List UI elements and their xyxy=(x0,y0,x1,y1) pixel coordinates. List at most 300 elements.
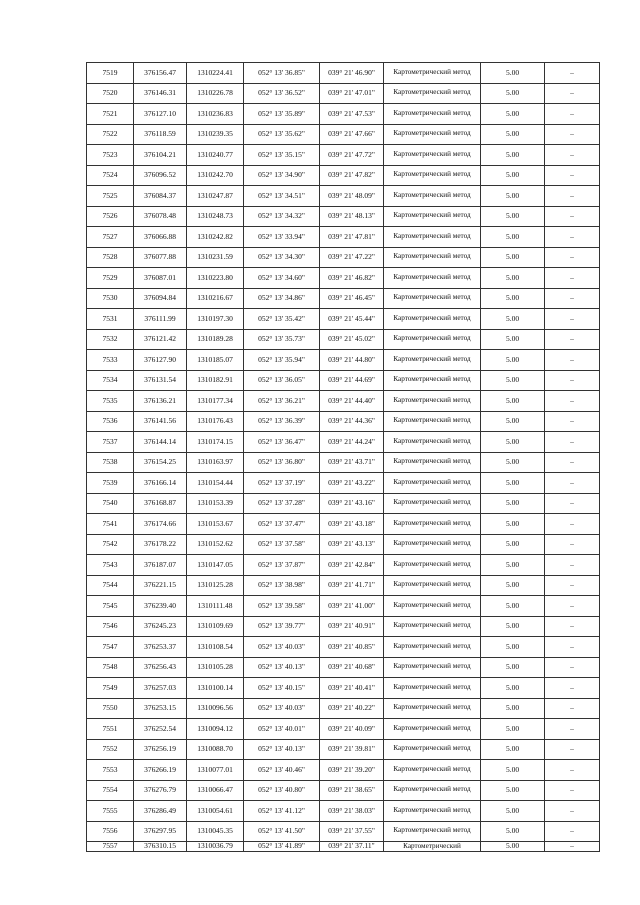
x-coordinate-cell: 376084.37 xyxy=(134,186,187,207)
method-cell: Картометрический метод xyxy=(384,247,481,268)
table-row xyxy=(87,555,600,576)
method-cell: Картометрический метод xyxy=(384,452,481,473)
method-cell: Картометрический метод xyxy=(384,206,481,227)
method-cell: Картометрический метод xyxy=(384,657,481,678)
method-cell: Картометрический метод xyxy=(384,145,481,166)
table-row xyxy=(87,698,600,719)
x-coordinate-cell: 376077.88 xyxy=(134,247,187,268)
note-cell: – xyxy=(545,104,600,125)
latitude-cell: 052° 13' 38.98" xyxy=(244,575,320,596)
table-row xyxy=(87,616,600,637)
longitude-cell: 039° 21' 44.69" xyxy=(320,370,384,391)
x-coordinate-cell: 376221.15 xyxy=(134,575,187,596)
accuracy-cell: 5.00 xyxy=(481,350,545,371)
y-coordinate-cell: 1310189.28 xyxy=(187,329,244,350)
note-cell: – xyxy=(545,309,600,330)
point-number-cell: 7519 xyxy=(87,63,134,84)
note-cell: – xyxy=(545,186,600,207)
accuracy-cell: 5.00 xyxy=(481,432,545,453)
accuracy-cell: 5.00 xyxy=(481,842,545,852)
method-cell: Картометрический метод xyxy=(384,678,481,699)
longitude-cell: 039° 21' 38.65" xyxy=(320,780,384,801)
longitude-cell: 039° 21' 45.44" xyxy=(320,309,384,330)
table-row xyxy=(87,534,600,555)
note-cell: – xyxy=(545,391,600,412)
x-coordinate-cell: 376127.90 xyxy=(134,350,187,371)
point-number-cell: 7520 xyxy=(87,83,134,104)
y-coordinate-cell: 1310242.70 xyxy=(187,165,244,186)
point-number-cell: 7555 xyxy=(87,801,134,822)
longitude-cell: 039° 21' 47.66" xyxy=(320,124,384,145)
y-coordinate-cell: 1310223.80 xyxy=(187,268,244,289)
table-row xyxy=(87,678,600,699)
longitude-cell: 039° 21' 44.80" xyxy=(320,350,384,371)
table-row xyxy=(87,83,600,104)
table-row xyxy=(87,391,600,412)
x-coordinate-cell: 376310.15 xyxy=(134,842,187,852)
point-number-cell: 7527 xyxy=(87,227,134,248)
longitude-cell: 039° 21' 38.03" xyxy=(320,801,384,822)
x-coordinate-cell: 376094.84 xyxy=(134,288,187,309)
latitude-cell: 052° 13' 36.85" xyxy=(244,63,320,84)
y-coordinate-cell: 1310153.39 xyxy=(187,493,244,514)
method-cell: Картометрический метод xyxy=(384,165,481,186)
accuracy-cell: 5.00 xyxy=(481,247,545,268)
table-row xyxy=(87,370,600,391)
x-coordinate-cell: 376066.88 xyxy=(134,227,187,248)
point-number-cell: 7536 xyxy=(87,411,134,432)
x-coordinate-cell: 376154.25 xyxy=(134,452,187,473)
longitude-cell: 039° 21' 40.85" xyxy=(320,637,384,658)
method-cell: Картометрический метод xyxy=(384,575,481,596)
y-coordinate-cell: 1310109.69 xyxy=(187,616,244,637)
accuracy-cell: 5.00 xyxy=(481,780,545,801)
longitude-cell: 039° 21' 41.71" xyxy=(320,575,384,596)
longitude-cell: 039° 21' 43.18" xyxy=(320,514,384,535)
y-coordinate-cell: 1310094.12 xyxy=(187,719,244,740)
note-cell: – xyxy=(545,678,600,699)
x-coordinate-cell: 376144.14 xyxy=(134,432,187,453)
note-cell: – xyxy=(545,780,600,801)
longitude-cell: 039° 21' 40.41" xyxy=(320,678,384,699)
longitude-cell: 039° 21' 40.68" xyxy=(320,657,384,678)
table-row xyxy=(87,411,600,432)
y-coordinate-cell: 1310224.41 xyxy=(187,63,244,84)
y-coordinate-cell: 1310125.28 xyxy=(187,575,244,596)
x-coordinate-cell: 376286.49 xyxy=(134,801,187,822)
longitude-cell: 039° 21' 43.16" xyxy=(320,493,384,514)
latitude-cell: 052° 13' 37.87" xyxy=(244,555,320,576)
note-cell: – xyxy=(545,719,600,740)
latitude-cell: 052° 13' 36.47" xyxy=(244,432,320,453)
accuracy-cell: 5.00 xyxy=(481,821,545,842)
table-body xyxy=(87,63,600,852)
accuracy-cell: 5.00 xyxy=(481,575,545,596)
longitude-cell: 039° 21' 48.09" xyxy=(320,186,384,207)
latitude-cell: 052° 13' 34.51" xyxy=(244,186,320,207)
latitude-cell: 052° 13' 41.50" xyxy=(244,821,320,842)
longitude-cell: 039° 21' 41.00" xyxy=(320,596,384,617)
x-coordinate-cell: 376141.56 xyxy=(134,411,187,432)
accuracy-cell: 5.00 xyxy=(481,719,545,740)
longitude-cell: 039° 21' 44.24" xyxy=(320,432,384,453)
accuracy-cell: 5.00 xyxy=(481,165,545,186)
point-number-cell: 7551 xyxy=(87,719,134,740)
method-cell: Картометрический метод xyxy=(384,534,481,555)
x-coordinate-cell: 376178.22 xyxy=(134,534,187,555)
longitude-cell: 039° 21' 43.22" xyxy=(320,473,384,494)
note-cell: – xyxy=(545,821,600,842)
y-coordinate-cell: 1310036.79 xyxy=(187,842,244,852)
note-cell: – xyxy=(545,411,600,432)
note-cell: – xyxy=(545,698,600,719)
accuracy-cell: 5.00 xyxy=(481,760,545,781)
point-number-cell: 7534 xyxy=(87,370,134,391)
x-coordinate-cell: 376087.01 xyxy=(134,268,187,289)
note-cell: – xyxy=(545,329,600,350)
x-coordinate-cell: 376266.19 xyxy=(134,760,187,781)
table-row xyxy=(87,63,600,84)
accuracy-cell: 5.00 xyxy=(481,739,545,760)
x-coordinate-cell: 376256.43 xyxy=(134,657,187,678)
accuracy-cell: 5.00 xyxy=(481,678,545,699)
latitude-cell: 052° 13' 34.60" xyxy=(244,268,320,289)
latitude-cell: 052° 13' 39.58" xyxy=(244,596,320,617)
table-row xyxy=(87,739,600,760)
point-number-cell: 7539 xyxy=(87,473,134,494)
y-coordinate-cell: 1310045.35 xyxy=(187,821,244,842)
note-cell: – xyxy=(545,432,600,453)
method-cell: Картометрический метод xyxy=(384,514,481,535)
longitude-cell: 039° 21' 39.81" xyxy=(320,739,384,760)
longitude-cell: 039° 21' 46.90" xyxy=(320,63,384,84)
longitude-cell: 039° 21' 47.22" xyxy=(320,247,384,268)
method-cell: Картометрический метод xyxy=(384,268,481,289)
accuracy-cell: 5.00 xyxy=(481,288,545,309)
y-coordinate-cell: 1310216.67 xyxy=(187,288,244,309)
longitude-cell: 039° 21' 39.20" xyxy=(320,760,384,781)
note-cell: – xyxy=(545,350,600,371)
note-cell: – xyxy=(545,637,600,658)
longitude-cell: 039° 21' 44.36" xyxy=(320,411,384,432)
y-coordinate-cell: 1310096.56 xyxy=(187,698,244,719)
point-number-cell: 7537 xyxy=(87,432,134,453)
y-coordinate-cell: 1310248.73 xyxy=(187,206,244,227)
note-cell: – xyxy=(545,247,600,268)
note-cell: – xyxy=(545,83,600,104)
y-coordinate-cell: 1310239.35 xyxy=(187,124,244,145)
latitude-cell: 052° 13' 34.30" xyxy=(244,247,320,268)
table-row xyxy=(87,452,600,473)
note-cell: – xyxy=(545,514,600,535)
accuracy-cell: 5.00 xyxy=(481,206,545,227)
method-cell: Картометрический метод xyxy=(384,309,481,330)
table-row xyxy=(87,145,600,166)
y-coordinate-cell: 1310163.97 xyxy=(187,452,244,473)
note-cell: – xyxy=(545,596,600,617)
longitude-cell: 039° 21' 42.84" xyxy=(320,555,384,576)
x-coordinate-cell: 376146.31 xyxy=(134,83,187,104)
y-coordinate-cell: 1310077.01 xyxy=(187,760,244,781)
longitude-cell: 039° 21' 47.82" xyxy=(320,165,384,186)
longitude-cell: 039° 21' 45.02" xyxy=(320,329,384,350)
y-coordinate-cell: 1310247.87 xyxy=(187,186,244,207)
table-row xyxy=(87,842,600,852)
point-number-cell: 7541 xyxy=(87,514,134,535)
accuracy-cell: 5.00 xyxy=(481,104,545,125)
accuracy-cell: 5.00 xyxy=(481,186,545,207)
note-cell: – xyxy=(545,63,600,84)
x-coordinate-cell: 376245.23 xyxy=(134,616,187,637)
accuracy-cell: 5.00 xyxy=(481,309,545,330)
point-number-cell: 7524 xyxy=(87,165,134,186)
method-cell: Картометрический метод xyxy=(384,719,481,740)
accuracy-cell: 5.00 xyxy=(481,534,545,555)
table-row xyxy=(87,268,600,289)
note-cell: – xyxy=(545,801,600,822)
latitude-cell: 052° 13' 40.03" xyxy=(244,698,320,719)
note-cell: – xyxy=(545,739,600,760)
note-cell: – xyxy=(545,124,600,145)
method-cell: Картометрический метод xyxy=(384,637,481,658)
point-number-cell: 7547 xyxy=(87,637,134,658)
latitude-cell: 052° 13' 34.90" xyxy=(244,165,320,186)
accuracy-cell: 5.00 xyxy=(481,63,545,84)
y-coordinate-cell: 1310177.34 xyxy=(187,391,244,412)
x-coordinate-cell: 376257.03 xyxy=(134,678,187,699)
table-row xyxy=(87,760,600,781)
method-cell: Картометрический метод xyxy=(384,227,481,248)
latitude-cell: 052° 13' 40.80" xyxy=(244,780,320,801)
table-row xyxy=(87,473,600,494)
method-cell: Картометрический метод xyxy=(384,616,481,637)
method-cell: Картометрический метод xyxy=(384,821,481,842)
method-cell: Картометрический метод xyxy=(384,596,481,617)
longitude-cell: 039° 21' 40.09" xyxy=(320,719,384,740)
note-cell: – xyxy=(545,493,600,514)
note-cell: – xyxy=(545,206,600,227)
point-number-cell: 7545 xyxy=(87,596,134,617)
point-number-cell: 7521 xyxy=(87,104,134,125)
y-coordinate-cell: 1310231.59 xyxy=(187,247,244,268)
point-number-cell: 7554 xyxy=(87,780,134,801)
y-coordinate-cell: 1310108.54 xyxy=(187,637,244,658)
accuracy-cell: 5.00 xyxy=(481,411,545,432)
accuracy-cell: 5.00 xyxy=(481,227,545,248)
y-coordinate-cell: 1310240.77 xyxy=(187,145,244,166)
table-row xyxy=(87,247,600,268)
x-coordinate-cell: 376168.87 xyxy=(134,493,187,514)
longitude-cell: 039° 21' 46.82" xyxy=(320,268,384,289)
method-cell: Картометрический метод xyxy=(384,780,481,801)
longitude-cell: 039° 21' 40.22" xyxy=(320,698,384,719)
method-cell: Картометрический метод xyxy=(384,473,481,494)
longitude-cell: 039° 21' 47.01" xyxy=(320,83,384,104)
x-coordinate-cell: 376121.42 xyxy=(134,329,187,350)
latitude-cell: 052° 13' 36.21" xyxy=(244,391,320,412)
longitude-cell: 039° 21' 48.13" xyxy=(320,206,384,227)
method-cell: Картометрический метод xyxy=(384,493,481,514)
x-coordinate-cell: 376239.40 xyxy=(134,596,187,617)
x-coordinate-cell: 376276.79 xyxy=(134,780,187,801)
y-coordinate-cell: 1310174.15 xyxy=(187,432,244,453)
y-coordinate-cell: 1310153.67 xyxy=(187,514,244,535)
point-number-cell: 7557 xyxy=(87,842,134,852)
accuracy-cell: 5.00 xyxy=(481,145,545,166)
latitude-cell: 052° 13' 37.47" xyxy=(244,514,320,535)
accuracy-cell: 5.00 xyxy=(481,83,545,104)
latitude-cell: 052° 13' 37.28" xyxy=(244,493,320,514)
method-cell: Картометрический метод xyxy=(384,391,481,412)
point-number-cell: 7526 xyxy=(87,206,134,227)
method-cell: Картометрический метод xyxy=(384,739,481,760)
point-number-cell: 7544 xyxy=(87,575,134,596)
note-cell: – xyxy=(545,555,600,576)
longitude-cell: 039° 21' 43.13" xyxy=(320,534,384,555)
note-cell: – xyxy=(545,842,600,852)
point-number-cell: 7528 xyxy=(87,247,134,268)
table-row xyxy=(87,350,600,371)
method-cell: Картометрический метод xyxy=(384,350,481,371)
y-coordinate-cell: 1310054.61 xyxy=(187,801,244,822)
note-cell: – xyxy=(545,575,600,596)
latitude-cell: 052° 13' 35.15" xyxy=(244,145,320,166)
y-coordinate-cell: 1310226.78 xyxy=(187,83,244,104)
y-coordinate-cell: 1310147.05 xyxy=(187,555,244,576)
table-row xyxy=(87,432,600,453)
table-row xyxy=(87,227,600,248)
table-row xyxy=(87,780,600,801)
latitude-cell: 052° 13' 33.94" xyxy=(244,227,320,248)
point-number-cell: 7533 xyxy=(87,350,134,371)
accuracy-cell: 5.00 xyxy=(481,124,545,145)
accuracy-cell: 5.00 xyxy=(481,514,545,535)
y-coordinate-cell: 1310197.30 xyxy=(187,309,244,330)
accuracy-cell: 5.00 xyxy=(481,268,545,289)
point-number-cell: 7532 xyxy=(87,329,134,350)
method-cell: Картометрический метод xyxy=(384,124,481,145)
note-cell: – xyxy=(545,452,600,473)
table-row xyxy=(87,514,600,535)
method-cell: Картометрический метод xyxy=(384,432,481,453)
y-coordinate-cell: 1310105.28 xyxy=(187,657,244,678)
table-row xyxy=(87,309,600,330)
latitude-cell: 052° 13' 36.05" xyxy=(244,370,320,391)
point-number-cell: 7542 xyxy=(87,534,134,555)
x-coordinate-cell: 376078.48 xyxy=(134,206,187,227)
longitude-cell: 039° 21' 47.81" xyxy=(320,227,384,248)
x-coordinate-cell: 376156.47 xyxy=(134,63,187,84)
note-cell: – xyxy=(545,268,600,289)
note-cell: – xyxy=(545,227,600,248)
latitude-cell: 052° 13' 40.01" xyxy=(244,719,320,740)
note-cell: – xyxy=(545,534,600,555)
latitude-cell: 052° 13' 35.94" xyxy=(244,350,320,371)
latitude-cell: 052° 13' 36.52" xyxy=(244,83,320,104)
accuracy-cell: 5.00 xyxy=(481,596,545,617)
method-cell: Картометрический метод xyxy=(384,104,481,125)
point-number-cell: 7535 xyxy=(87,391,134,412)
method-cell: Картометрический xyxy=(384,842,481,852)
point-number-cell: 7546 xyxy=(87,616,134,637)
accuracy-cell: 5.00 xyxy=(481,493,545,514)
x-coordinate-cell: 376187.07 xyxy=(134,555,187,576)
table-row xyxy=(87,637,600,658)
latitude-cell: 052° 13' 34.86" xyxy=(244,288,320,309)
point-number-cell: 7540 xyxy=(87,493,134,514)
table-row xyxy=(87,186,600,207)
point-number-cell: 7553 xyxy=(87,760,134,781)
point-number-cell: 7531 xyxy=(87,309,134,330)
method-cell: Картометрический метод xyxy=(384,186,481,207)
x-coordinate-cell: 376253.37 xyxy=(134,637,187,658)
latitude-cell: 052° 13' 39.77" xyxy=(244,616,320,637)
accuracy-cell: 5.00 xyxy=(481,698,545,719)
note-cell: – xyxy=(545,288,600,309)
latitude-cell: 052° 13' 36.39" xyxy=(244,411,320,432)
latitude-cell: 052° 13' 37.58" xyxy=(244,534,320,555)
latitude-cell: 052° 13' 35.42" xyxy=(244,309,320,330)
x-coordinate-cell: 376127.10 xyxy=(134,104,187,125)
y-coordinate-cell: 1310152.62 xyxy=(187,534,244,555)
longitude-cell: 039° 21' 37.55" xyxy=(320,821,384,842)
table-row xyxy=(87,104,600,125)
note-cell: – xyxy=(545,760,600,781)
accuracy-cell: 5.00 xyxy=(481,801,545,822)
table-row xyxy=(87,493,600,514)
y-coordinate-cell: 1310088.70 xyxy=(187,739,244,760)
x-coordinate-cell: 376131.54 xyxy=(134,370,187,391)
note-cell: – xyxy=(545,145,600,166)
longitude-cell: 039° 21' 37.11" xyxy=(320,842,384,852)
y-coordinate-cell: 1310111.48 xyxy=(187,596,244,617)
accuracy-cell: 5.00 xyxy=(481,657,545,678)
latitude-cell: 052° 13' 40.46" xyxy=(244,760,320,781)
method-cell: Картометрический метод xyxy=(384,555,481,576)
latitude-cell: 052° 13' 35.73" xyxy=(244,329,320,350)
x-coordinate-cell: 376096.52 xyxy=(134,165,187,186)
longitude-cell: 039° 21' 43.71" xyxy=(320,452,384,473)
x-coordinate-cell: 376297.95 xyxy=(134,821,187,842)
x-coordinate-cell: 376256.19 xyxy=(134,739,187,760)
y-coordinate-cell: 1310176.43 xyxy=(187,411,244,432)
point-number-cell: 7556 xyxy=(87,821,134,842)
y-coordinate-cell: 1310100.14 xyxy=(187,678,244,699)
accuracy-cell: 5.00 xyxy=(481,452,545,473)
longitude-cell: 039° 21' 46.45" xyxy=(320,288,384,309)
table-row xyxy=(87,124,600,145)
method-cell: Картометрический метод xyxy=(384,370,481,391)
y-coordinate-cell: 1310185.07 xyxy=(187,350,244,371)
y-coordinate-cell: 1310182.91 xyxy=(187,370,244,391)
accuracy-cell: 5.00 xyxy=(481,473,545,494)
latitude-cell: 052° 13' 40.13" xyxy=(244,657,320,678)
latitude-cell: 052° 13' 41.12" xyxy=(244,801,320,822)
method-cell: Картометрический метод xyxy=(384,329,481,350)
longitude-cell: 039° 21' 47.53" xyxy=(320,104,384,125)
latitude-cell: 052° 13' 36.80" xyxy=(244,452,320,473)
point-number-cell: 7550 xyxy=(87,698,134,719)
table-row xyxy=(87,165,600,186)
table-row xyxy=(87,719,600,740)
table-row xyxy=(87,657,600,678)
point-number-cell: 7548 xyxy=(87,657,134,678)
method-cell: Картометрический метод xyxy=(384,288,481,309)
accuracy-cell: 5.00 xyxy=(481,637,545,658)
table-row xyxy=(87,821,600,842)
accuracy-cell: 5.00 xyxy=(481,329,545,350)
longitude-cell: 039° 21' 47.72" xyxy=(320,145,384,166)
